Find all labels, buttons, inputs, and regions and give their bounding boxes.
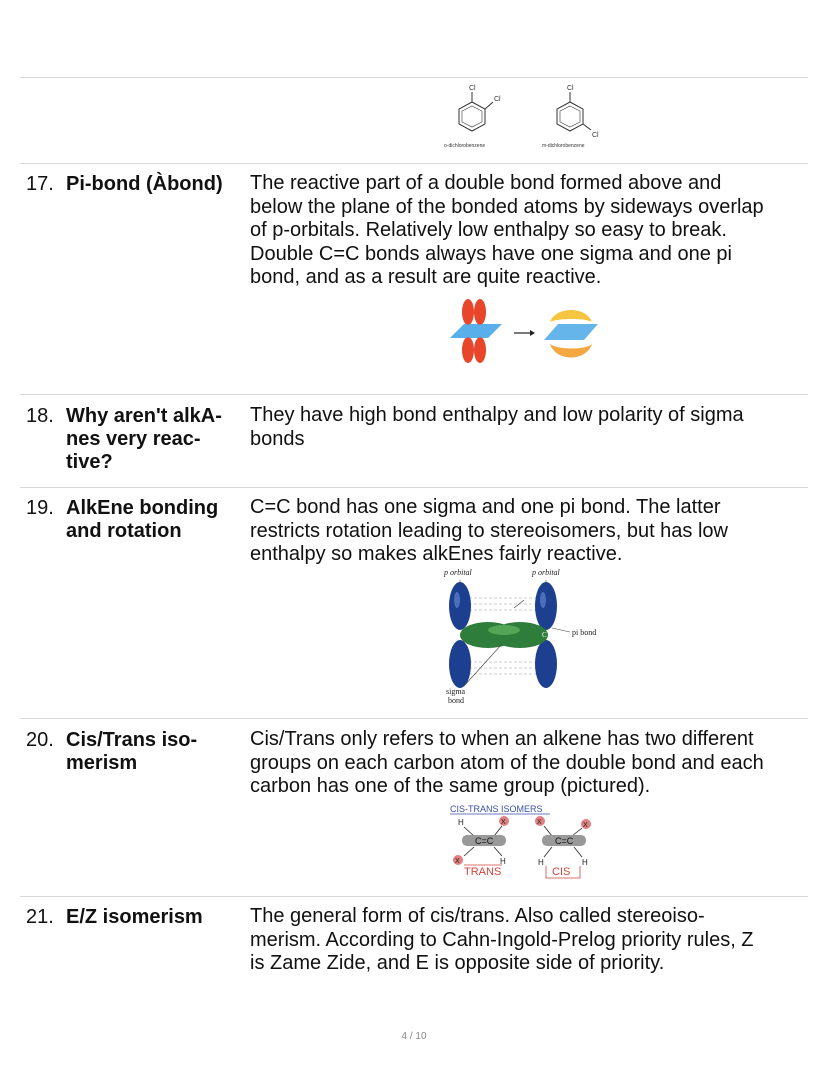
entry-term: Pi-bond (Àbond) [66,173,223,195]
ortho-caption: o-dichlorobenzene [444,143,486,149]
p-lobe-bottom-left [449,640,471,688]
p-orbital-label-2: p orbital [532,568,560,577]
bond-label: bond [448,696,464,705]
dichlorobenzene-figure [436,80,616,152]
entry-definition: Cis/Trans only refers to when an alkene has two different groups on each carbon atom of the double bond and each carbon has one of the same group (pictured). [250,728,764,797]
p-lobe [462,299,474,325]
plane-right [544,324,598,340]
pi-bond-label: pi bond [572,628,597,637]
pi-bond-overlap-figure [446,298,602,366]
p-lobe [474,337,486,363]
row-divider-18 [20,394,808,395]
top-rule [20,77,808,78]
trans-h-top: H [458,818,464,827]
row-divider-17 [20,163,808,164]
entry-term: AlkEne bonding and rotation [66,497,219,542]
p-orbital-label-1: p orbital [444,568,472,577]
x-group-label: X [501,819,506,826]
row-divider-20 [20,718,808,719]
ortho-cl-2: Cl [494,96,501,103]
entry-number: 21. [26,906,54,928]
page-number: 4 / 10 [401,1031,427,1042]
entry-number: 19. [26,497,54,519]
entry-definition: The general form of cis/trans. Also called stereoiso- merism. According to Cahn-Ingold-Prelog priority rules, Z is Zame Zide, and E is opposite side of priority. [250,905,754,974]
trans-h-bottom: H [500,857,506,866]
cis-h-right: H [582,858,588,867]
entry-term: E/Z isomerism [66,906,203,928]
row-divider-19 [20,487,808,488]
x-group-label: X [455,858,460,865]
row-divider-21 [20,896,808,897]
x-group-label: X [537,819,542,826]
entry-definition: The reactive part of a double bond formed above and below the plane of the bonded atoms by sideways overlap of p-orbitals. Relatively low enthalpy so easy to break. Double C=C bonds always have one sigma and one pi bond, and as a result are quite reactive. [250,172,764,288]
entry-number: 18. [26,405,54,427]
entry-number: 20. [26,729,54,751]
meta-cl-1: Cl [567,85,574,92]
pi-cloud-bottom [550,344,592,358]
cis-trans-figure [446,802,596,882]
ortho-cl-1: Cl [469,85,476,92]
entry-definition: C=C bond has one sigma and one pi bond. The latter restricts rotation leading to stereoisomers, but has low enthalpy so makes alkEnes fairly reactive. [250,496,728,565]
p-lobe [474,299,486,325]
meta-cl-2: Cl [592,132,599,139]
sigma-label: sigma [446,687,466,696]
carbon-label-2: C [542,631,547,639]
p-lobe-top-right [535,582,557,630]
p-lobe [462,337,474,363]
cis-trans-heading: CIS-TRANS ISOMERS [450,804,543,814]
entry-number: 17. [26,173,54,195]
sigma-pi-orbital-figure [440,566,608,706]
ortho-ring [459,92,493,131]
cis-cc-label: C=C [555,836,574,846]
carbon-label-1: C [454,631,459,639]
trans-cc-label: C=C [475,836,494,846]
entry-definition: They have high bond enthalpy and low polarity of sigma bonds [250,404,744,450]
entry-term: Cis/Trans iso- merism [66,729,198,774]
trans-label: TRANS [464,866,502,878]
meta-caption: m-dichlorobenzene [542,143,585,149]
p-lobe-top-left [449,582,471,630]
cis-h-left: H [538,858,544,867]
x-group-label: X [583,822,588,829]
meta-ring [557,92,591,131]
cis-label: CIS [552,866,571,878]
p-lobe-bottom-right [535,640,557,688]
pi-cloud-top [550,310,592,322]
entry-term: Why aren't alkA- nes very reac- tive? [66,405,222,473]
